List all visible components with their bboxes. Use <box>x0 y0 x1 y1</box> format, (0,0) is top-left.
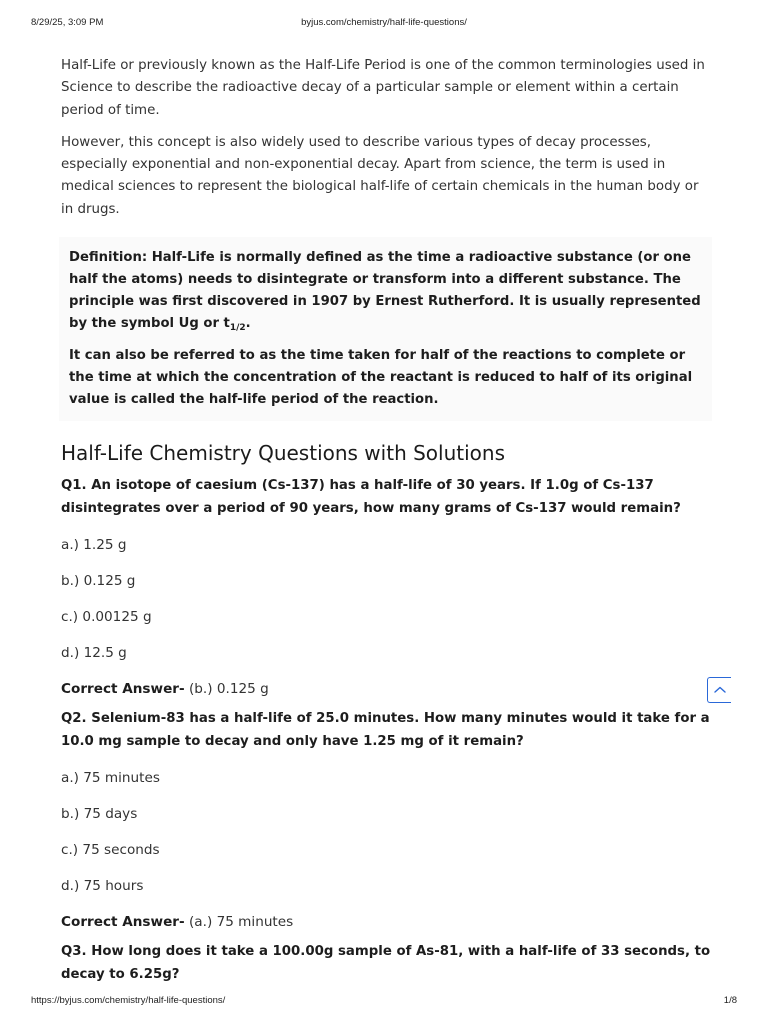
correct-answer-value: (b.) 0.125 g <box>188 681 269 698</box>
article-content <box>61 55 711 986</box>
question-text: Q3. How long does it take a 100.00g sample of As-81, with a half-life of 33 seconds, to decay to 6.25g? <box>61 944 711 982</box>
option-a: a.) 1.25 g <box>61 537 127 554</box>
correct-answer <box>61 678 711 700</box>
intro-paragraph-2: However, this concept is also widely used to describe various types of decay processes, especially exponential and non-exponential decay. Apart from science, the term is used in medical sciences to represent the biological half-life of certain chemicals in the human body or in drugs. <box>61 134 699 217</box>
correct-answer-label: Correct Answer- <box>61 914 185 931</box>
option-b: b.) 75 days <box>61 806 138 823</box>
question-text: Q2. Selenium-83 has a half-life of 25.0 minutes. How many minutes would it take for a 10.0 mg sample to decay and only have 1.25 mg of it remain? <box>61 711 710 749</box>
definition-end: . <box>245 316 251 332</box>
option-c: c.) 75 seconds <box>61 842 160 859</box>
print-header-url: byjus.com/chemistry/half-life-questions/ <box>301 17 467 28</box>
print-datetime: 8/29/25, 3:09 PM <box>31 17 104 28</box>
option-d: d.) 12.5 g <box>61 645 127 662</box>
option-a: a.) 75 minutes <box>61 770 160 787</box>
option-b: b.) 0.125 g <box>61 573 136 590</box>
option-c: c.) 0.00125 g <box>61 609 152 626</box>
definition-paragraph-2: It can also be referred to as the time taken for half of the reactions to complete or the time at which the concentration of the reactant is reduced to half of its original value is called the half-life period of the reaction. <box>69 348 693 408</box>
print-footer <box>31 995 737 1009</box>
intro-paragraph-1: Half-Life or previously known as the Half-Life Period is one of the common terminologies used in Science to describe the radioactive decay of a particular sample or element within a certain period of time. <box>61 58 705 118</box>
half-life-subscript: 1/2 <box>229 323 246 334</box>
option-d: d.) 75 hours <box>61 878 144 895</box>
definition-text: Definition: Half-Life is normally defined as the time a radioactive substance (or one half the atoms) needs to disintegrate or transform into a different substance. The principle was first discovered in 1907 by Ernest Rutherford. It is usually represented by the symbol Ug or t <box>69 250 701 332</box>
correct-answer <box>61 911 711 933</box>
print-header <box>31 17 737 31</box>
section-title: Half-Life Chemistry Questions with Solutions <box>61 441 505 466</box>
question-2 <box>61 708 711 933</box>
scroll-to-top-button[interactable] <box>707 677 731 703</box>
question-text: Q1. An isotope of caesium (Cs-137) has a half-life of 30 years. If 1.0g of Cs-137 disintegrates over a period of 90 years, how many grams of Cs-137 would remain? <box>61 478 681 516</box>
question-1 <box>61 475 711 700</box>
print-footer-url: https://byjus.com/chemistry/half-life-questions/ <box>31 995 226 1006</box>
chevron-up-icon <box>713 685 727 695</box>
definition-box <box>59 237 712 421</box>
question-3 <box>61 941 711 986</box>
definition-paragraph <box>69 247 704 339</box>
correct-answer-label: Correct Answer- <box>61 681 185 698</box>
page-number: 1/8 <box>723 995 737 1006</box>
correct-answer-value: (a.) 75 minutes <box>188 914 294 931</box>
